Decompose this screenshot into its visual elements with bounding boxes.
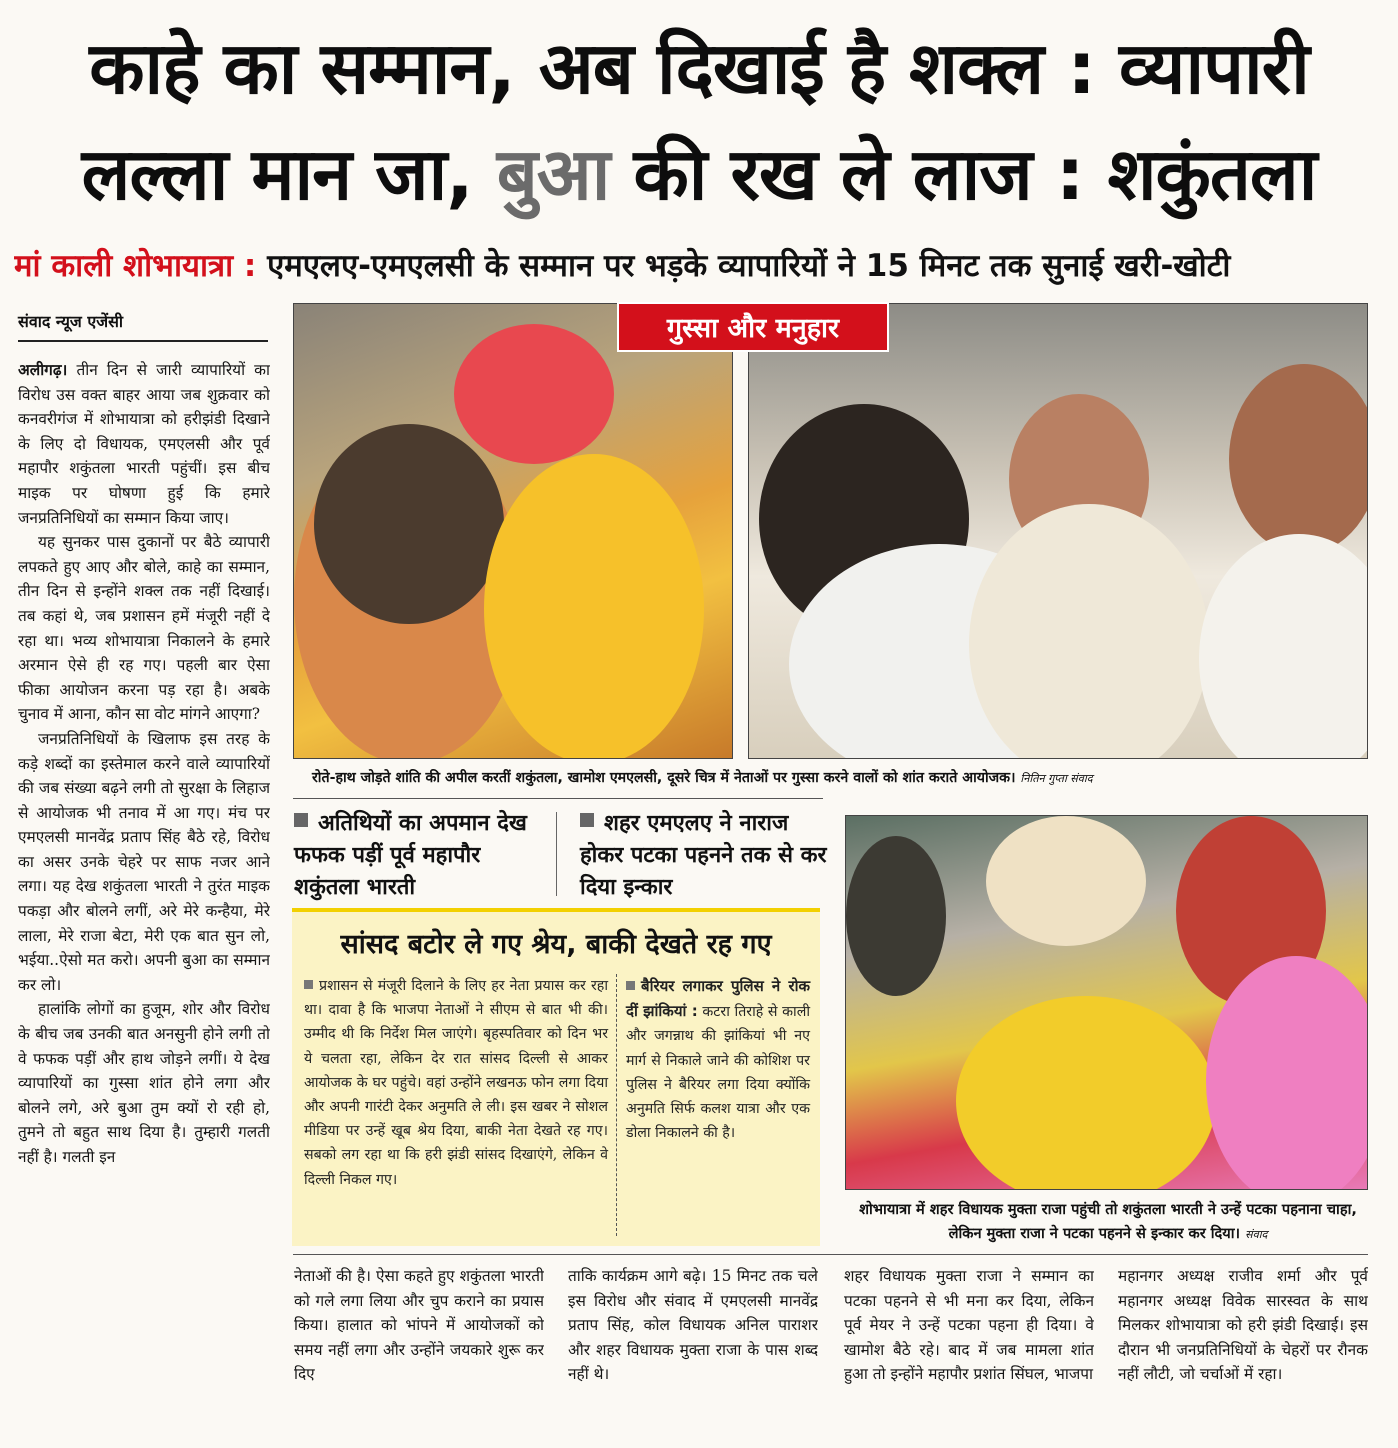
left-column-article [18,358,270,1428]
article-paragraph-3: जनप्रतिनिधियों के खिलाफ इस तरह के कड़े शब्दों का इस्तेमाल करने वाले व्यापारियों की जब संख्या बढ़ने लगी तो सुरक्षा के लिहाज से आयोजक भी तनाव में आ गए। मंच पर एमएलसी मानवेंद्र प्रताप सिंह बैठे रहे, विरोध का असर उनके चेहरे पर साफ नजर आने लगा। यह देख शकुंतला भारती ने तुरंत माइक पकड़ा और बोलने लगीं, अरे मेरे कन्हैया, मेरे लाला, मेरे राजा बेटा, मेरी एक बात सुन लो, भईया..ऐसो मत करो। अपनी बुआ का सम्मान कर लो। [18,729,270,994]
photo-caption-3 [843,1198,1373,1247]
subhead-box-2 [580,808,830,904]
subhead-text: एमएलए-एमएलसी के सम्मान पर भड़के व्यापारियों ने 15 मिनट तक सुनाई खरी-खोटी [267,248,1231,284]
byline: संवाद न्यूज एजेंसी [18,312,124,331]
bottom-column-4: महानगर अध्यक्ष राजीव शर्मा और पूर्व महानगर अध्यक्ष विवेक सारस्वत के साथ मिलकर शोभायात्रा को हरी झंडी दिखाई। इस दौरान भी जनप्रतिनिधियों के चेहरों पर रौनक नहीं लौटी, जो चर्चाओं में रहा। [1118,1267,1368,1384]
photo-section-badge: गुस्सा और मनुहार [617,302,889,352]
photo-figure-turban [454,324,614,464]
bottom-column-3: शहर विधायक मुक्ता राजा ने सम्मान का पटका पहनने से भी मना कर दिया, लेकिन पूर्व मेयर ने उन्हें पटका पहना ही दिया। वे खामोश बैठे रहे। बाद में जब मामला शांत हुआ तो इन्होंने महापौर प्रशांत सिंघल, भाजपा [844,1267,1094,1384]
photo-organizers-calming [748,303,1368,759]
article-paragraph-1 [18,358,270,530]
paragraph-1-text: तीन दिन से जारी व्यापारियों का विरोध उस वक्त बाहर आया जब शुक्रवार को कनवरीगंज में शोभायात्रा को हरीझंडी दिखाने के लिए दो विधायक, एमएलसी और पूर्व महापौर शकुंतला भारती पहुंचीं। इस बीच माइक पर घोषणा हुई कि हमारे जनप्रतिनिधियों का सम्मान किया जाए। [18,361,270,527]
bottom-column-1: नेताओं की है। ऐसा कहते हुए शकुंतला भारती को गले लगा लिया और चुप कराने का प्रयास किया। हालात को भांपने में आयोजकों को समय नहीं लगा और उन्होंने जयकारे शुरू कर दिए [294,1267,544,1384]
byline-divider [18,340,268,342]
sidebar-box-title: सांसद बटोर ले गए श्रेय, बाकी देखते रह गए [340,929,772,960]
photo-figure-turban-man [986,816,1146,946]
subheadline [14,244,1384,290]
sidebar-right-body: कटरा तिराहे से काली और जगन्नाथ की झांकियां भी नए मार्ग से निकाले जाने की कोशिश पर पुलिस ने बैरियर लगा दिया क्योंकि अनुमति सिर्फ कलश यात्रा और एक डोला निकालने की है। [626,1004,810,1142]
caption-1-text: रोते-हाथ जोड़ते शांति की अपील करतीं शकुंतला, खामोश एमएलसी, दूसरे चित्र में नेताओं पर गुस्सा करने वालों को शांत कराते आयोजक। [312,770,1016,786]
sidebar-left-body: प्रशासन से मंजूरी दिलाने के लिए हर नेता प्रयास कर रहा था। दावा है कि भाजपा नेताओं ने सीएम से बात भी की। उम्मीद थी कि निर्देश मिल जाएंगे। बृहस्पतिवार को दिन भर ये चलता रहा, लेकिन देर रात सांसद दिल्ली से आकर आयोजक के घर पहुंचे। वहां उन्होंने लखनऊ फोन लगा दिया और अपनी गारंटी देकर अनुमति ले ली। इस खबर ने सोशल मीडिया पर उन्हें खूब श्रेय दिया, बाकी नेता देखते रह गए। सबको लग रहा था कि हरी झंडी सांसद दिखाएंगे, लेकिन वे दिल्ली निकल गए। [304,978,608,1188]
photo-mla-refusing-patka [845,815,1368,1190]
headline-line-2-grey-word: बुआ [496,132,610,216]
article-paragraph-2: यह सुनकर पास दुकानों पर बैठे व्यापारी लपकते हुए आए और बोले, काहे का सम्मान, तीन दिन से इन्होंने शक्ल तक नहीं दिखाई। तब कहां थे, जब प्रशासन हमें मंजूरी नहीं दे रहा था। भव्य शोभायात्रा निकालने के हमारे अरमान ऐसे ही रह गए। पहली बार ऐसा फीका आयोजन करना पड़ रहा है। अबके चुनाव में आना, कौन सा वोट मांगने आएगा? [18,533,270,724]
headline-line-2-part-a: लल्ला मान जा, [81,132,473,216]
article-paragraph-4: हालांकि लोगों का हुजूम, शोर और विरोध के बीच जब उनकी बात अनसुनी होने लगी तो वे फफक पड़ीं और हाथ जोड़ने लगीं। ये देख व्यापारियों का गुस्सा शांत होने लगा और बोलने लगे, अरे बुआ तुम क्यों रो रही हो, तुमने तो बहुत साथ दिया है। तुम्हारी गलती नहीं है। गलती इन [18,1000,270,1166]
sidebar-box-left-text [304,974,608,1192]
subhead-box-1-text: अतिथियों का अपमान देख फफक पड़ीं पूर्व महापौर शकुंतला भारती [294,811,527,900]
photo-caption-1 [312,768,1093,787]
photo-crying-woman [293,303,733,759]
headline-line-2-part-b: की रख ले लाज : शकुंतला [633,132,1317,216]
column-separator [556,812,557,896]
caption-3-credit: संवाद [1245,1228,1268,1241]
sidebar-box-separator [616,974,617,1236]
photo-figure-man-head [314,424,504,624]
headline-line-1: काहे का सम्मान, अब दिखाई है शक्ल : व्यापारी [89,26,1309,110]
photo-figure-yellow-saree [956,996,1216,1190]
sidebar-box [292,908,820,1246]
headline-line-2 [0,128,1398,220]
dateline: अलीगढ़। [18,361,68,379]
sidebar-right-head: बैरियर लगाकर पुलिस ने रोक दीं झांकियां : [626,977,810,1021]
section-divider [293,798,823,799]
photo-figure-shirt-right [1199,534,1368,759]
bullet-square-icon [626,981,635,990]
bullet-square-icon [294,813,308,827]
photo-figure-kurta-center [969,504,1209,759]
photo-figure-woman [484,454,704,759]
subhead-box-1 [294,808,544,904]
bottom-divider [293,1254,1368,1255]
caption-3-text: शोभायात्रा में शहर विधायक मुक्ता राजा पहुंची तो शकुंतला भारती ने उन्हें पटका पहनाना चाहा, लेकिन मुक्ता राजा ने पटका पहनने से इन्कार कर दिया। [859,1201,1357,1242]
bullet-square-icon [304,980,313,989]
photo-figure-face-right [1229,364,1368,554]
photo-figure-left-man [846,836,946,996]
sidebar-box-right-text [626,974,810,1145]
subhead-box-2-text: शहर एमएलए ने नाराज होकर पटका पहनने तक से कर दिया इन्कार [580,811,827,900]
bottom-column-2: ताकि कार्यक्रम आगे बढ़े। 15 मिनट तक चले इस विरोध और संवाद में एमएलसी मानवेंद्र प्रताप सिंह, कोल विधायक अनिल पाराशर और शहर विधायक मुक्ता राजा के पास शब्द नहीं थे। [568,1267,818,1384]
bullet-square-icon [580,813,594,827]
caption-1-credit: नितिन गुप्ता संवाद [1020,772,1093,785]
subhead-kicker: मां काली शोभायात्रा : [14,248,257,284]
